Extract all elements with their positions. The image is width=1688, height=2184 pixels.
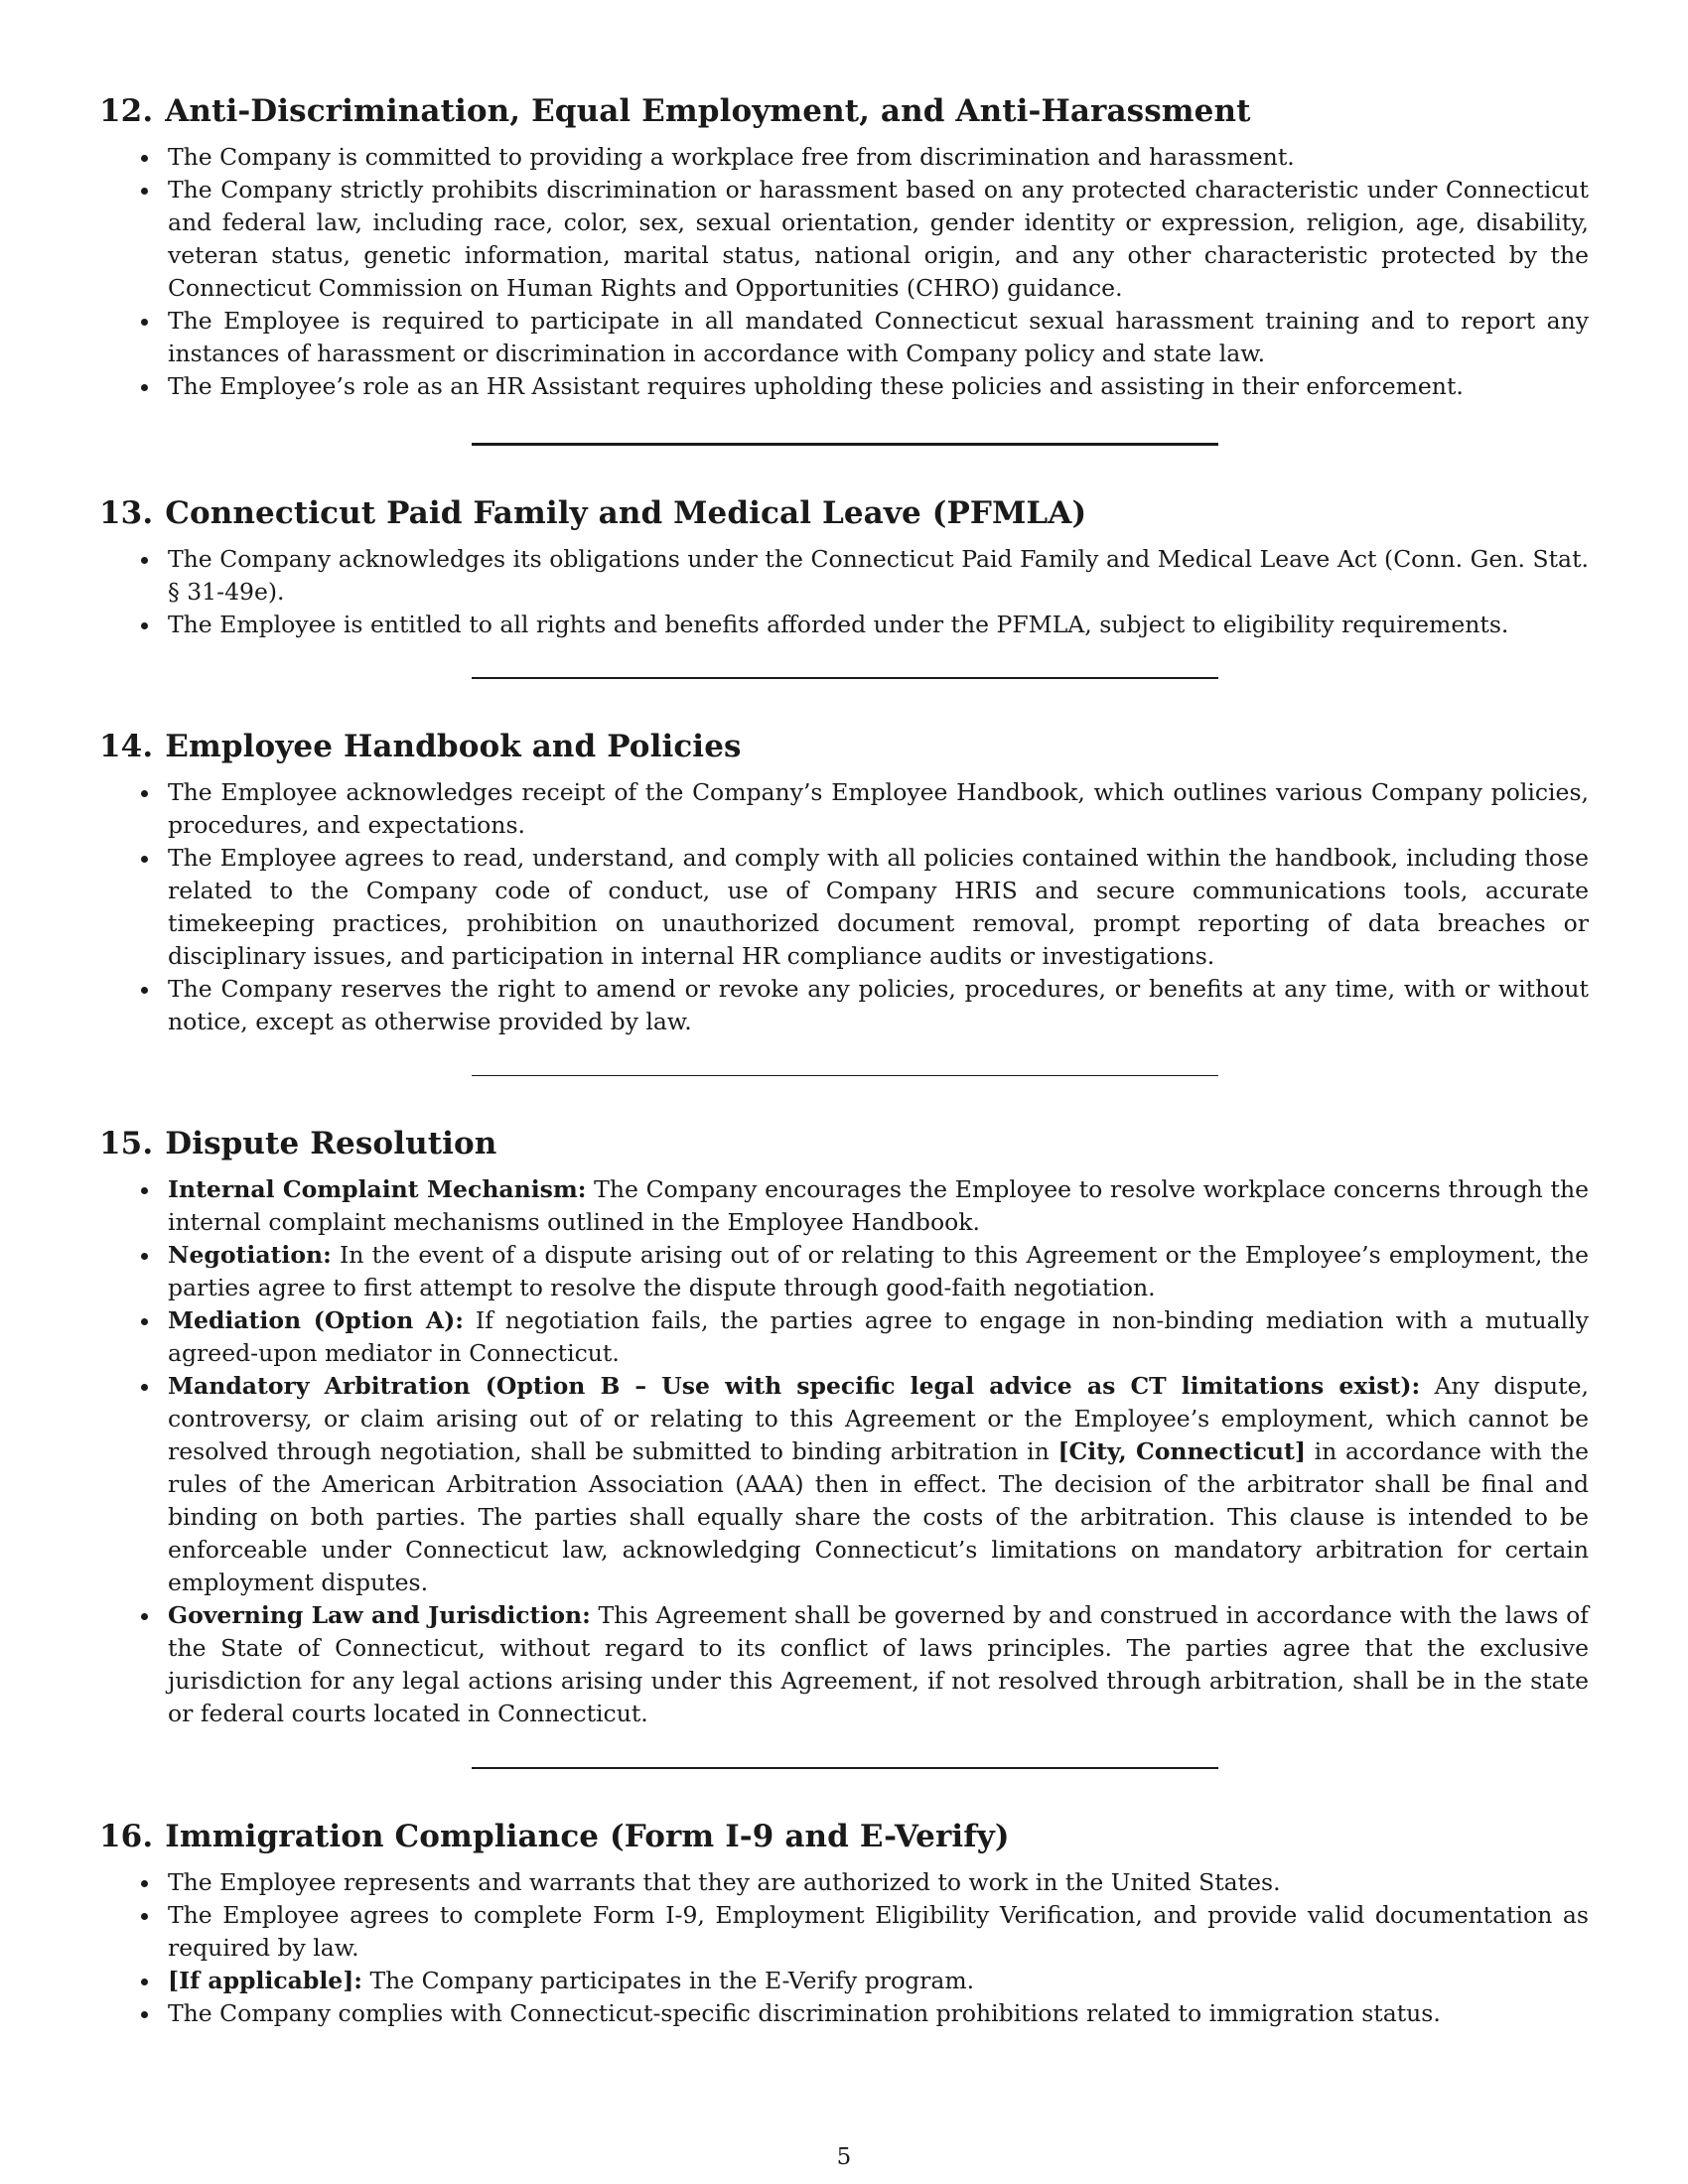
list-item: [99, 370, 1589, 403]
item-text: The Company is committed to providing a workplace free from discrimination and harassment.: [168, 143, 1295, 171]
section-13: [99, 493, 1589, 641]
item-text-continued: in accordance with the rules of the American Arbitration Association (AAA) then in effect. The decision of the arbitrator shall be final and binding on both parties. The parties shall equally share the costs of the arbitration. This clause is intended to be enforceable under Connecticut law, acknowledging Connecticut’s limitations on mandatory arbitration for certain employment disputes.: [168, 1437, 1589, 1596]
bullet-list: [99, 776, 1589, 1038]
item-text: The Employee acknowledges receipt of the Company’s Employee Handbook, which outlines various Company policies, procedures, and expectations.: [168, 777, 1589, 839]
section-divider: [472, 1767, 1218, 1769]
list-item: [99, 1239, 1589, 1304]
item-text: The Employee represents and warrants that they are authorized to work in the United States.: [168, 1867, 1281, 1896]
item-label: Mediation (Option A):: [168, 1306, 464, 1334]
item-label: Internal Complaint Mechanism:: [168, 1175, 587, 1203]
section-title: Employee Handbook and Policies: [165, 728, 742, 764]
section-number: 13.: [99, 495, 154, 531]
bullet-list: [99, 141, 1589, 403]
item-text: Any dispute, controversy, or claim arising out of or relating to this Agreement or the Employee’s employment, which cannot be resolved through negotiation, shall be submitted to binding arbitration in: [168, 1372, 1589, 1465]
item-text: If negotiation fails, the parties agree to engage in non-binding mediation with a mutually agreed-upon mediator in Connecticut.: [168, 1306, 1589, 1367]
list-item: [99, 609, 1589, 641]
list-item: [99, 1599, 1589, 1730]
item-text: In the event of a dispute arising out of or relating to this Agreement or the Employee’s employment, the parties agree to first attempt to resolve the dispute through good-faith negotiation.: [168, 1241, 1589, 1301]
item-text: The Employee is entitled to all rights and benefits afforded under the PFMLA, subject to eligibility requirements.: [168, 611, 1509, 638]
list-item: [99, 1899, 1589, 1965]
list-item: [99, 305, 1589, 370]
section-title: Dispute Resolution: [165, 1126, 497, 1161]
item-text: The Company participates in the E-Verify program.: [369, 1966, 975, 1994]
list-item: [99, 1370, 1589, 1599]
item-text: The Employee agrees to complete Form I-9, Employment Eligibility Verification, and provide valid documentation as required by law.: [168, 1900, 1589, 1962]
section-heading: [99, 727, 1589, 766]
section-title: Immigration Compliance (Form I-9 and E-Verify): [165, 1818, 1010, 1854]
item-text: The Company encourages the Employee to resolve workplace concerns through the internal complaint mechanisms outlined in the Employee Handbook.: [168, 1175, 1589, 1236]
section-number: 15.: [99, 1126, 154, 1161]
item-text: The Employee is required to participate in all mandated Connecticut sexual harassment training and to report any instances of harassment or discrimination in accordance with Company policy and state law.: [168, 307, 1589, 367]
list-item: [99, 543, 1589, 609]
section-heading: [99, 1124, 1589, 1163]
item-text: This Agreement shall be governed by and construed in accordance with the laws of the State of Connecticut, without regard to its conflict of laws principles. The parties agree that the exclusive jurisdiction for any legal actions arising under this Agreement, if not resolved through arbitration, shall be in the state or federal courts located in Connecticut.: [168, 1601, 1589, 1727]
section-16: [99, 1817, 1589, 2030]
item-label: [If applicable]:: [168, 1966, 362, 1994]
placeholder-city: [City, Connecticut]: [1057, 1437, 1306, 1465]
item-text: The Company strictly prohibits discrimination or harassment based on any protected characteristic under Connecticut and federal law, including race, color, sex, sexual orientation, gender identity or expression, religion, age, disability, veteran status, genetic information, marital status, national origin, and any other characteristic protected by the Connecticut Commission on Human Rights and Opportunities (CHRO) guidance.: [168, 176, 1589, 302]
item-text: The Company complies with Connecticut-specific discrimination prohibitions related to immigration status.: [168, 1998, 1441, 2027]
section-divider: [472, 443, 1218, 446]
item-text: The Company reserves the right to amend or revoke any policies, procedures, or benefits at any time, with or without notice, except as otherwise provided by law.: [168, 974, 1589, 1035]
section-number: 14.: [99, 728, 154, 764]
list-item: [99, 842, 1589, 973]
section-heading: [99, 493, 1589, 533]
section-number: 16.: [99, 1818, 154, 1854]
list-item: [99, 141, 1589, 174]
list-item: [99, 776, 1589, 842]
list-item: [99, 174, 1589, 305]
section-divider: [472, 677, 1218, 679]
document-page: [99, 91, 1589, 2030]
list-item: [99, 1965, 1589, 1997]
section-title: Connecticut Paid Family and Medical Leave (PFMLA): [165, 495, 1087, 531]
list-item: [99, 1173, 1589, 1239]
section-divider: [472, 1075, 1218, 1077]
bullet-list: [99, 543, 1589, 641]
list-item: [99, 1866, 1589, 1899]
item-text: The Company acknowledges its obligations under the Connecticut Paid Family and Medical Leave Act (Conn. Gen. Stat. § 31-49e).: [168, 545, 1589, 606]
section-12: [99, 91, 1589, 403]
item-text: The Employee agrees to read, understand, and comply with all policies contained within the handbook, including those related to the Company code of conduct, use of Company HRIS and secure communications tools, accurate timekeeping practices, prohibition on unauthorized document removal, prompt reporting of data breaches or disciplinary issues, and participation in internal HR compliance audits or investigations.: [168, 843, 1589, 970]
item-label: Negotiation:: [168, 1241, 332, 1269]
item-label: Mandatory Arbitration (Option B – Use with specific legal advice as CT limitations exist):: [168, 1372, 1421, 1400]
page-number: 5: [836, 2144, 852, 2170]
bullet-list: [99, 1866, 1589, 2030]
bullet-list: [99, 1173, 1589, 1730]
list-item: [99, 1304, 1589, 1370]
list-item: [99, 1997, 1589, 2030]
section-14: [99, 727, 1589, 1038]
item-text: The Employee’s role as an HR Assistant requires upholding these policies and assisting in their enforcement.: [168, 372, 1464, 400]
section-15: [99, 1124, 1589, 1730]
section-number: 12.: [99, 93, 154, 129]
list-item: [99, 973, 1589, 1038]
section-title: Anti-Discrimination, Equal Employment, and Anti-Harassment: [165, 93, 1251, 129]
section-heading: [99, 1817, 1589, 1856]
item-label: Governing Law and Jurisdiction:: [168, 1601, 591, 1629]
section-heading: [99, 91, 1589, 131]
